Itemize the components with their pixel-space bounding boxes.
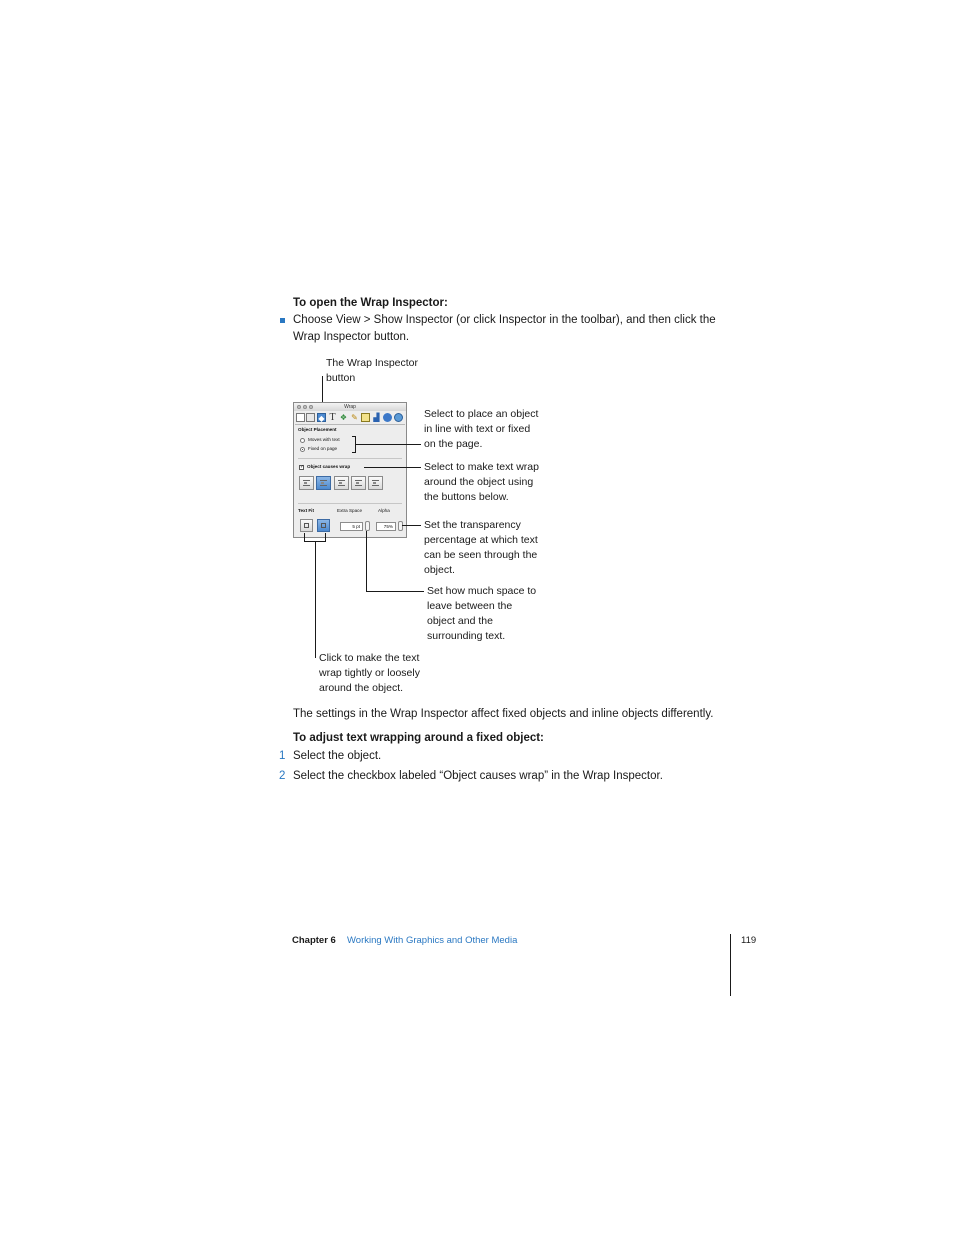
footer-divider [730, 934, 731, 996]
callout-line: around the object. [319, 682, 404, 694]
paragraph: The settings in the Wrap Inspector affect fixed objects and inline objects differently. [293, 708, 714, 720]
text-inspector-icon[interactable]: T [329, 412, 336, 423]
step-text: Select the object. [293, 750, 382, 762]
divider [298, 503, 402, 504]
callout-line: object. [424, 564, 455, 576]
callout-placement [424, 407, 538, 452]
alpha-field[interactable]: 75% [376, 522, 396, 531]
callout-line: surrounding text. [427, 630, 506, 642]
subheading: To adjust text wrapping around a fixed object: [293, 732, 544, 744]
step-number: 1 [279, 750, 286, 762]
wrap-none-button[interactable] [368, 476, 383, 490]
callout-line: can be seen through the [424, 549, 538, 561]
bullet-marker [280, 318, 285, 323]
callout-inspector-button [326, 356, 418, 386]
leader-line [366, 531, 367, 592]
alpha-label: Alpha [378, 508, 390, 513]
extra-space-label: Extra Space [337, 508, 363, 513]
hyperlink-inspector-icon[interactable] [383, 413, 392, 422]
object-placement-label: Object Placement [298, 427, 337, 432]
wrap-right-button[interactable] [334, 476, 349, 490]
callout-line: leave between the [427, 600, 513, 612]
callout-line: object and the [427, 615, 493, 627]
object-causes-wrap-label: Object causes wrap [307, 464, 351, 469]
wrap-left-button[interactable] [299, 476, 314, 490]
callout-extra-space [427, 584, 536, 644]
leader-line [366, 591, 424, 592]
divider [298, 458, 402, 459]
wrap-largest-button[interactable] [351, 476, 366, 490]
footer-chapter: Chapter 6 [292, 935, 336, 946]
graphic-inspector-icon[interactable]: ❖ [339, 413, 348, 422]
wrap-both-button[interactable] [316, 476, 331, 490]
callout-line: wrap tightly or loosely [319, 667, 420, 679]
wrap-inspector-window [293, 402, 407, 538]
leader-line [315, 541, 316, 658]
step-text: Select the checkbox labeled “Object causes wrap” in the Wrap Inspector. [293, 770, 663, 782]
callout-line: Select to make text wrap [424, 461, 539, 473]
text-fit-tight-button[interactable] [300, 519, 313, 532]
callout-line: Set how much space to [427, 585, 537, 597]
window-title: Wrap [344, 404, 356, 410]
callout-causes-wrap [424, 460, 539, 505]
object-causes-wrap-checkbox[interactable]: ✓ [300, 464, 305, 470]
page-number: 119 [741, 935, 757, 946]
footer-chapter-title: Working With Graphics and Other Media [347, 935, 518, 946]
callout-line: Click to make the text [319, 652, 420, 664]
callout-line: button [326, 372, 356, 384]
callout-line: around the object using [424, 476, 534, 488]
callout-line: Set the transparency [424, 519, 521, 531]
quicktime-inspector-icon[interactable] [394, 413, 403, 422]
layout-inspector-icon[interactable] [306, 413, 315, 422]
callout-line: in line with text or fixed [424, 423, 531, 435]
radio-moves-with-text-label: Moves with text [308, 437, 340, 442]
extra-space-field[interactable]: 5 pt [340, 522, 363, 531]
leader-line [402, 525, 421, 526]
text-fit-loose-button[interactable] [317, 519, 330, 532]
radio-fixed-on-page-label: Fixed on page [308, 446, 338, 451]
callout-line: Select to place an object [424, 408, 539, 420]
leader-line [364, 467, 421, 468]
leader-line [355, 444, 421, 445]
text-fit-label: Text Fit [298, 508, 314, 513]
document-inspector-icon[interactable] [296, 413, 305, 422]
section-heading: To open the Wrap Inspector: [293, 297, 448, 309]
bullet-text: Choose View > Show Inspector (or click Inspector in the toolbar), and then click the Wrap Inspector button. [293, 314, 716, 343]
table-inspector-icon[interactable] [361, 413, 370, 422]
extra-space-stepper[interactable] [365, 521, 370, 531]
chart-inspector-icon[interactable]: ▟ [373, 413, 380, 422]
radio-moves-with-text[interactable] [300, 438, 305, 443]
step-number: 2 [279, 770, 286, 782]
callout-text-fit [319, 651, 420, 696]
wrap-inspector-icon[interactable]: ◆ [318, 414, 325, 423]
callout-line: percentage at which text [424, 534, 538, 546]
callout-line: the buttons below. [424, 491, 509, 503]
inspector-toolbar [295, 412, 405, 425]
callout-line: on the page. [424, 438, 483, 450]
radio-fixed-on-page[interactable] [300, 447, 305, 452]
metrics-inspector-icon[interactable]: ✎ [351, 413, 358, 422]
alpha-stepper[interactable] [398, 521, 403, 531]
callout-line: The Wrap Inspector [326, 357, 419, 369]
callout-alpha [424, 518, 538, 578]
